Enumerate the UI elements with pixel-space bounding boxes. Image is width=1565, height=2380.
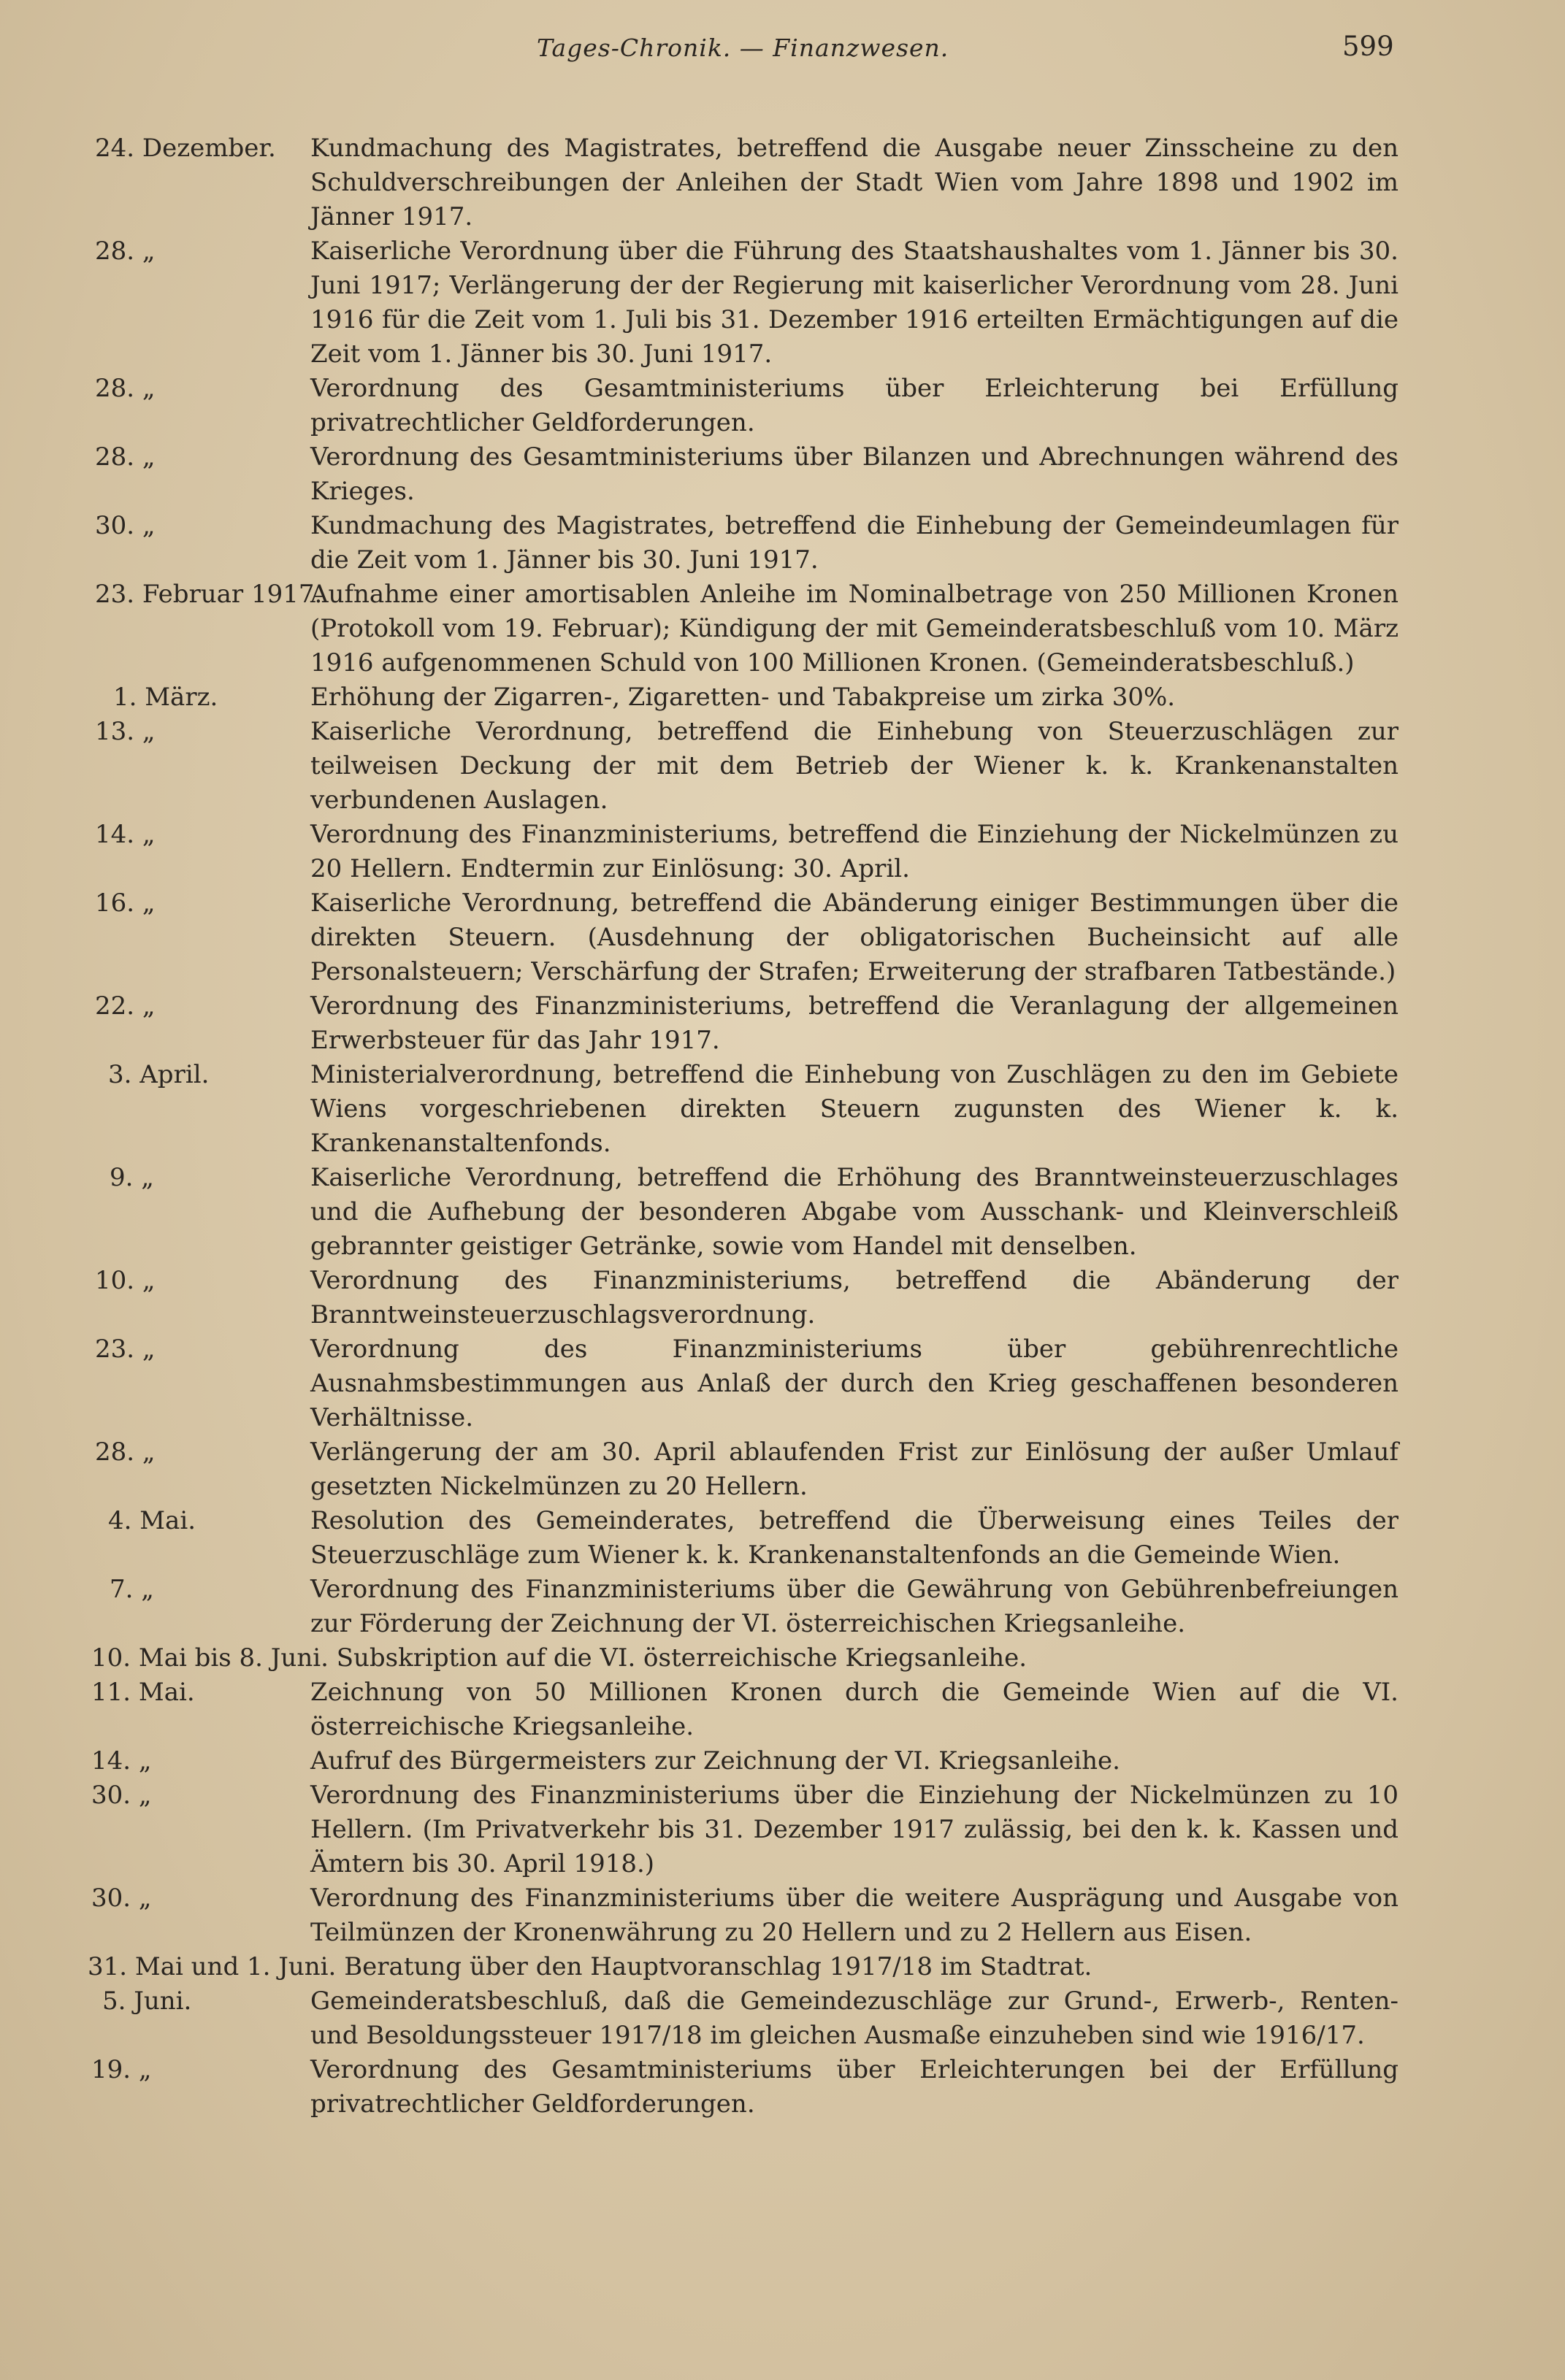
chronicle-entry — [0, 1744, 1565, 1778]
entry-text: Resolution des Gemeinderates, betreffend die Überweisung eines Teiles der Steuerzuschläge zum Wiener k. k. Krankenanstaltenfonds an die Gemeinde Wien. — [310, 1506, 1398, 1570]
chronicle-entry — [0, 440, 1565, 509]
chronicle-entry — [0, 1641, 1565, 1675]
chronicle-entry — [0, 1504, 1565, 1573]
entry-date: 23. „ — [95, 1335, 156, 1364]
entry-date: 28. „ — [95, 442, 156, 472]
entry-text: Zeichnung von 50 Millionen Kronen durch die Gemeinde Wien auf die VI. österreichische Kriegsanleihe. — [310, 1678, 1398, 1741]
entry-date: 31. Mai und 1. Juni. — [88, 1952, 337, 1981]
chronicle-entry — [0, 1058, 1565, 1161]
entry-text: Kaiserliche Verordnung, betreffend die Erhöhung des Branntweinsteuerzuschlages und die Aufhebung der besonderen Abgabe vom Ausschank- und Kleinverschleiß gebrannter geistiger Getränke, sowie vom Handel mit denselben. — [310, 1163, 1398, 1261]
chronicle-entry — [0, 2053, 1565, 2122]
entry-text: Erhöhung der Zigarren-, Zigaretten- und Tabakpreise um zirka 30%. — [310, 683, 1176, 712]
entry-date: 24. Dezember. — [95, 134, 276, 163]
chronicle-entry — [0, 680, 1565, 715]
entry-date: 30. „ — [91, 1781, 152, 1810]
chronicle-entry — [0, 1778, 1565, 1881]
chronicle-entry — [0, 509, 1565, 577]
entry-text: Kaiserliche Verordnung, betreffend die Einhebung von Steuerzuschlägen zur teilweisen Deckung der mit dem Betrieb der Wiener k. k. Krankenanstalten verbundenen Auslagen. — [310, 717, 1398, 815]
chronicle-entry — [0, 1675, 1565, 1744]
entry-date: 10. Mai bis 8. Juni. — [91, 1643, 329, 1673]
chronicle-entry — [0, 989, 1565, 1058]
entry-text: Aufruf des Bürgermeisters zur Zeichnung der VI. Kriegsanleihe. — [310, 1746, 1120, 1776]
entry-text: Verordnung des Finanzministeriums über die Gewährung von Gebührenbefreiungen zur Förderung der Zeichnung der VI. österreichischen Kriegsanleihe. — [310, 1575, 1398, 1638]
entry-date: 14. „ — [91, 1746, 152, 1776]
entry-text: Aufnahme einer amortisablen Anleihe im Nominalbetrage von 250 Millionen Kronen (Protokoll vom 19. Februar); Kündigung der mit Gemeinderatsbeschluß vom 10. März 1916 aufgenommenen Schuld von 100 Millionen Kronen. (Gemeinderatsbeschluß.) — [310, 580, 1398, 677]
entry-date: 11. Mai. — [91, 1678, 195, 1707]
entry-text: Verordnung des Finanzministeriums über die weitere Ausprägung und Ausgabe von Teilmünzen der Kronenwährung zu 20 Hellern und zu 2 Hellern aus Eisen. — [310, 1884, 1398, 1947]
page-header — [0, 28, 1565, 72]
entry-date: 14. „ — [95, 820, 156, 849]
entry-text: Verordnung des Finanzministeriums, betreffend die Abänderung der Branntweinsteuerzuschlagsverordnung. — [310, 1266, 1398, 1329]
entry-text: Verordnung des Finanzministeriums über die Einziehung der Nickelmünzen zu 10 Hellern. (Im Privatverkehr bis 31. Dezember 1917 zulässig, bei den k. k. Kassen und Ämtern bis 30. April 1918.) — [310, 1781, 1398, 1878]
entry-text: Subskription auf die VI. österreichische Kriegsanleihe. — [336, 1643, 1028, 1673]
chronicle-entry — [0, 1161, 1565, 1264]
entry-date: 30. „ — [91, 1884, 152, 1913]
entry-date: 9. „ — [110, 1163, 154, 1192]
chronicle-entry — [0, 372, 1565, 440]
entry-text: Verlängerung der am 30. April ablaufenden Frist zur Einlösung der außer Umlauf gesetzten Nickelmünzen zu 20 Hellern. — [310, 1437, 1398, 1501]
entry-text: Verordnung des Gesamtministeriums über Erleichterungen bei der Erfüllung privatrechtlicher Geldforderungen. — [310, 2055, 1398, 2119]
entry-date: 16. „ — [95, 888, 156, 918]
entry-text: Verordnung des Gesamtministeriums über Bilanzen und Abrechnungen während des Krieges. — [310, 442, 1398, 506]
entry-date: 5. Juni. — [102, 1986, 192, 2016]
entry-date: 13. „ — [95, 717, 156, 746]
chronicle-entry — [0, 1950, 1565, 1984]
entry-text: Kundmachung des Magistrates, betreffend die Einhebung der Gemeindeumlagen für die Zeit vom 1. Jänner bis 30. Juni 1917. — [310, 511, 1398, 575]
chronicle-entry — [0, 1332, 1565, 1435]
chronicle-entry — [0, 1264, 1565, 1332]
entry-date: 7. „ — [110, 1575, 154, 1604]
chronicle-entry — [0, 1435, 1565, 1504]
chronicle-entry — [0, 234, 1565, 372]
entry-date: 3. April. — [108, 1060, 210, 1089]
chronicle-entry — [0, 886, 1565, 989]
chronicle-entry — [0, 1984, 1565, 2053]
entry-date: 19. „ — [91, 2055, 152, 2084]
entry-text: Beratung über den Hauptvoranschlag 1917/18 im Stadtrat. — [344, 1952, 1093, 1981]
entry-date: 28. „ — [95, 237, 156, 266]
entry-text: Kaiserliche Verordnung über die Führung des Staatshaushaltes vom 1. Jänner bis 30. Juni 1917; Verlängerung der der Regierung mit kaiserlicher Verordnung vom 28. Juni 1916 für die Zeit vom 1. Juli bis 31. Dezember 1916 erteilten Ermächtigungen auf die Zeit vom 1. Jänner bis 30. Juni 1917. — [310, 237, 1398, 369]
chronicle-entry — [0, 131, 1565, 234]
entry-date: 4. Mai. — [108, 1506, 196, 1535]
entry-date: 10. „ — [95, 1266, 156, 1295]
entry-date: 1. März. — [113, 683, 218, 712]
running-head: Tages-Chronik. — Finanzwesen. — [537, 34, 949, 62]
entry-date: 28. „ — [95, 374, 156, 403]
chronicle-entry — [0, 715, 1565, 818]
entry-text: Verordnung des Gesamtministeriums über Erleichterung bei Erfüllung privatrechtlicher Geldforderungen. — [310, 374, 1398, 437]
entry-date: 23. Februar 1917. — [95, 580, 323, 609]
entry-date: 30. „ — [95, 511, 156, 540]
chronicle-entry — [0, 577, 1565, 680]
entry-date: 28. „ — [95, 1437, 156, 1467]
entry-text: Kaiserliche Verordnung, betreffend die Abänderung einiger Bestimmungen über die direkten Steuern. (Ausdehnung der obligatorischen Bucheinsicht auf alle Personalsteuern; Verschärfung der Strafen; Erweiterung der strafbaren Tatbestände.) — [310, 888, 1398, 986]
chronicle-entry — [0, 1573, 1565, 1641]
entry-text: Verordnung des Finanzministeriums über gebührenrechtliche Ausnahmsbestimmungen aus Anlaß der durch den Krieg geschaffenen besonderen Verhältnisse. — [310, 1335, 1398, 1432]
entry-text: Verordnung des Finanzministeriums, betreffend die Veranlagung der allgemeinen Erwerbsteuer für das Jahr 1917. — [310, 991, 1398, 1055]
entry-text: Ministerialverordnung, betreffend die Einhebung von Zuschlägen zu den im Gebiete Wiens vorgeschriebenen direkten Steuern zugunsten des Wiener k. k. Krankenanstaltenfonds. — [310, 1060, 1398, 1158]
page-number: 599 — [1342, 31, 1394, 62]
entry-text: Gemeinderatsbeschluß, daß die Gemeindezuschläge zur Grund-, Erwerb-, Renten- und Besoldungssteuer 1917/18 im gleichen Ausmaße einzuheben sind wie 1916/17. — [310, 1986, 1398, 2050]
entry-text: Verordnung des Finanzministeriums, betreffend die Einziehung der Nickelmünzen zu 20 Hellern. Endtermin zur Einlösung: 30. April. — [310, 820, 1398, 883]
chronicle-entries — [0, 131, 1565, 2122]
chronicle-entry — [0, 1881, 1565, 1950]
entry-text: Kundmachung des Magistrates, betreffend die Ausgabe neuer Zinsscheine zu den Schuldverschreibungen der Anleihen der Stadt Wien vom Jahre 1898 und 1902 im Jänner 1917. — [310, 134, 1398, 231]
entry-date: 22. „ — [95, 991, 156, 1021]
chronicle-entry — [0, 818, 1565, 886]
